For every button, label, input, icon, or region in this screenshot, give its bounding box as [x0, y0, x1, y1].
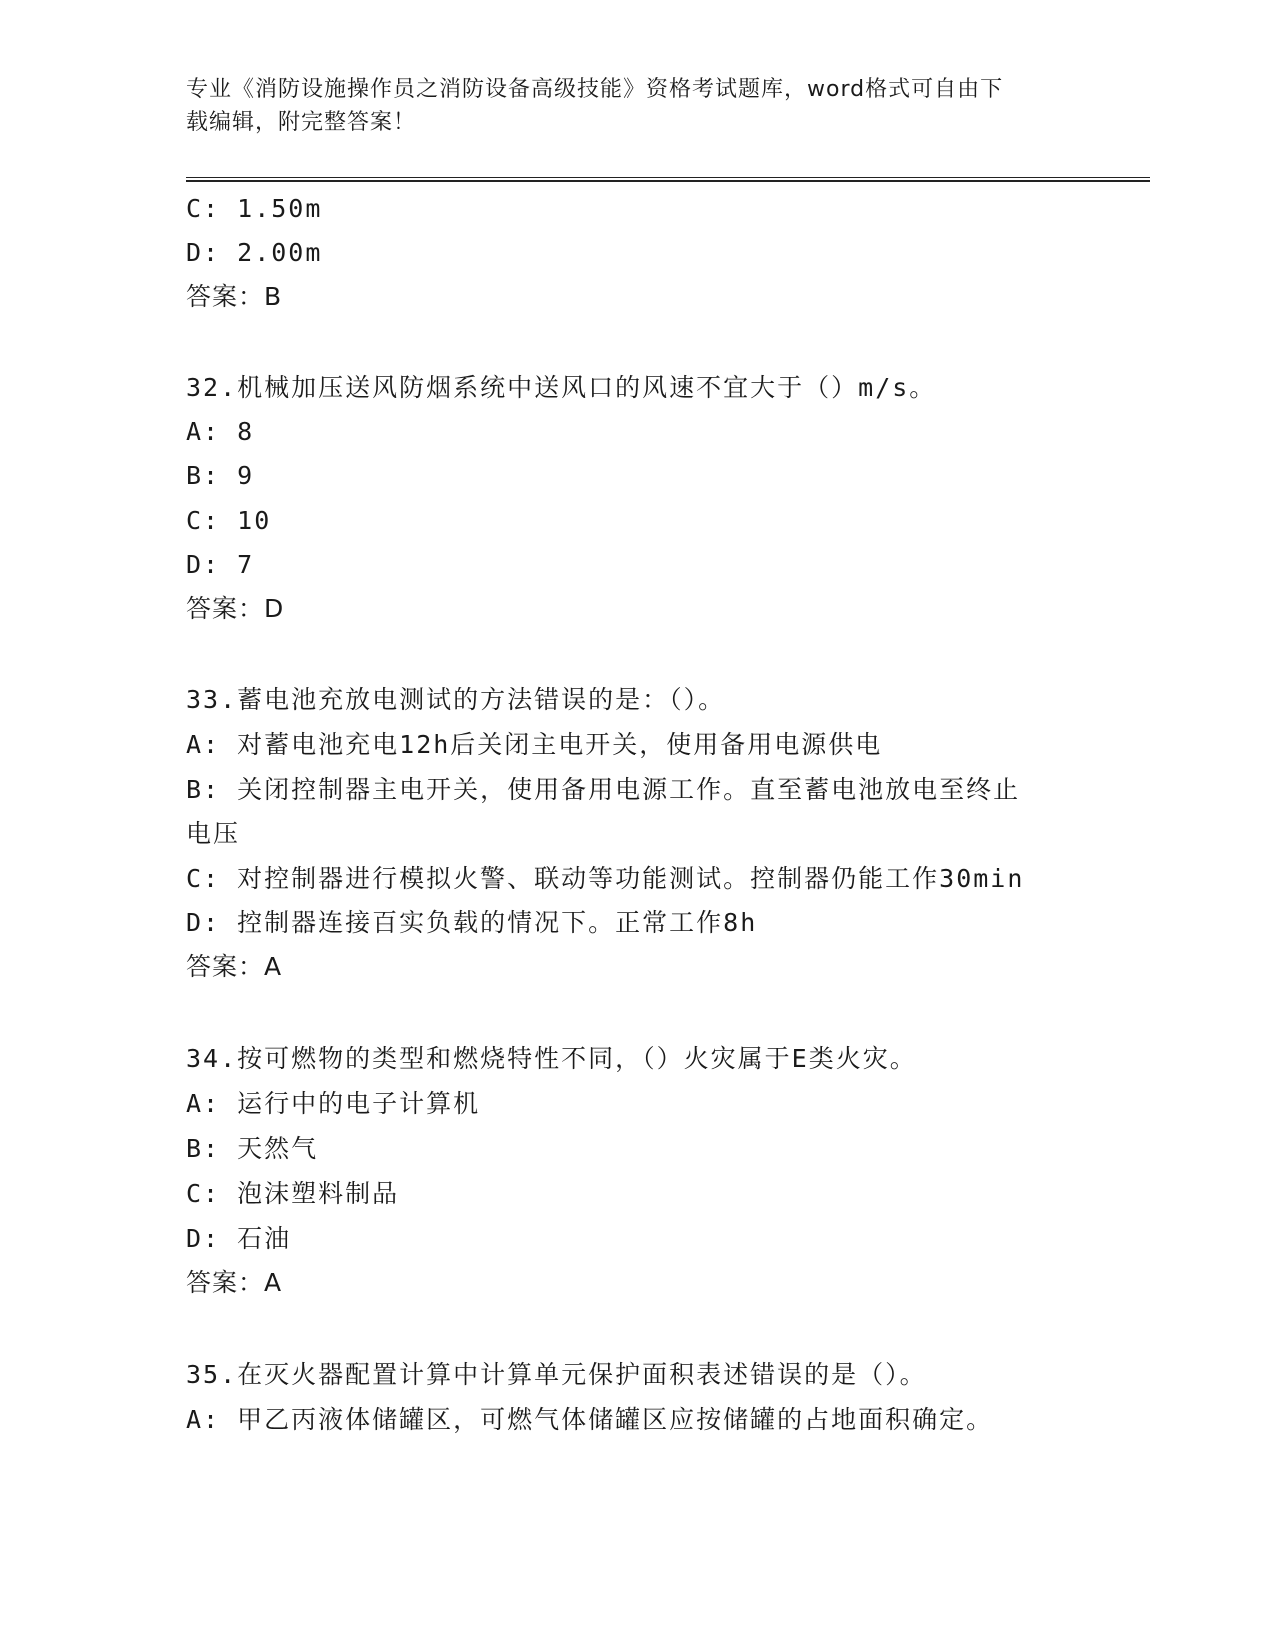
page-header: [186, 73, 1066, 139]
q32-option-b: B: 9: [186, 461, 255, 490]
question-33: 33.蓄电池充放电测试的方法错误的是：（）。: [186, 685, 726, 714]
header-line-2: 载编辑，附完整答案！: [186, 110, 417, 135]
q33-option-a: A: 对蓄电池充电12h后关闭主电开关，使用备用电源供电: [186, 730, 883, 759]
prev-option-d: D: 2.00m: [186, 238, 323, 267]
q32-option-c: C: 10: [186, 506, 272, 535]
q34-option-c: C: 泡沫塑料制品: [186, 1179, 400, 1208]
q33-option-b-continued: 电压: [186, 819, 241, 848]
q33-answer: 答案：A: [186, 952, 283, 981]
q35-option-a: A: 甲乙丙液体储罐区，可燃气体储罐区应按储罐的占地面积确定。: [186, 1405, 994, 1434]
header-divider: [186, 177, 1150, 182]
prev-option-c: C: 1.50m: [186, 194, 323, 223]
q33-option-b: B: 关闭控制器主电开关，使用备用电源工作。直至蓄电池放电至终止: [186, 775, 1021, 804]
q33-option-c: C: 对控制器进行模拟火警、联动等功能测试。控制器仍能工作30min: [186, 864, 1025, 893]
prev-answer: 答案：B: [186, 282, 283, 311]
q33-option-d: D: 控制器连接百实负载的情况下。正常工作8h: [186, 908, 758, 937]
q32-option-d: D: 7: [186, 550, 255, 579]
question-34: 34.按可燃物的类型和燃烧特性不同，（）火灾属于E类火灾。: [186, 1044, 917, 1073]
q32-option-a: A: 8: [186, 417, 255, 446]
q34-answer: 答案：A: [186, 1268, 283, 1297]
q32-answer: 答案：D: [186, 594, 285, 623]
question-35: 35.在灭火器配置计算中计算单元保护面积表述错误的是（）。: [186, 1360, 927, 1389]
q34-option-d: D: 石油: [186, 1224, 292, 1253]
header-line-1: 专业《消防设施操作员之消防设备高级技能》资格考试题库，word格式可自由下: [186, 77, 1004, 102]
question-32: 32.机械加压送风防烟系统中送风口的风速不宜大于（）m/s。: [186, 373, 937, 402]
q34-option-b: B: 天然气: [186, 1134, 319, 1163]
q34-option-a: A: 运行中的电子计算机: [186, 1089, 481, 1118]
